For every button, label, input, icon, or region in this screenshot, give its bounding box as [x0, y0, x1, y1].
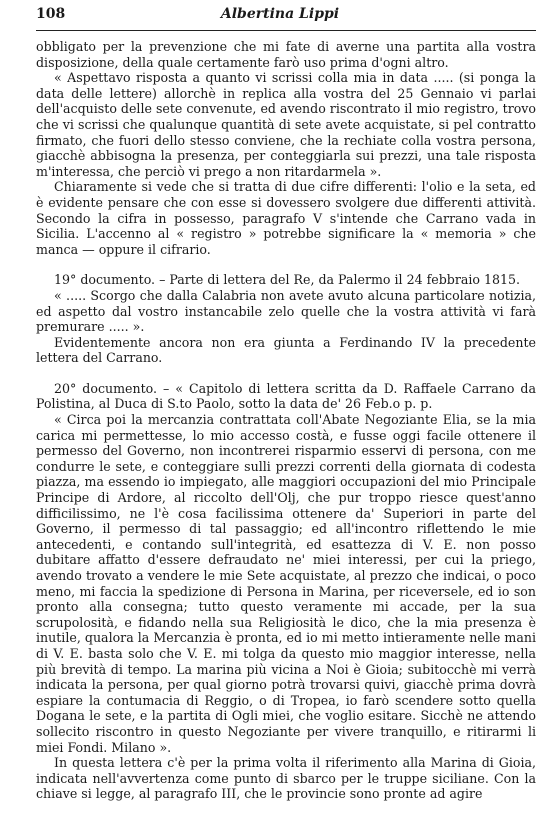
paragraph-document-19-quote: « ..... Scorgo che dalla Calabria non avete avuto alcuna particolare notizia, ed aspetto dal vostro instancabile zelo quelle che la vostra attività vi farà premurare ..... ». [36, 287, 536, 335]
page-header [36, 6, 536, 31]
paragraph-document-19-heading: 19° documento. – Parte di lettera del Re, da Palermo il 24 febbraio 1815. [54, 272, 521, 288]
paragraph-document-19-comment: Evidentemente ancora non era giunta a Ferdinando IV la precedente lettera del Carrano. [36, 334, 536, 366]
paragraph-document-20-quote: « Circa poi la mercanzia contrattata coll'Abate Negoziante Elia, se la mia carica mi permettesse, lo mio accesso costà, e fusse oggi facile ottenere il permesso del Governo, non incontrerei risparmio esservi di persona, con me condurre le sete, e conteggiare sulli prezzi correnti della giornata di codesta piazza, ma essendo io impiegato, alle maggiori occupazioni del mio Principale Principe di Ardore, al riccolto dell'Olj, che pur troppo riesce quest'anno difficilissimo, ne l'è cosa facilissima ottenere da' Superiori in parte del Governo, il permesso di tal passaggio; ed all'incontro riflettendo le mie antecedenti, e contando sull'integrità, ed esattezza di V. E. non posso dubitare affatto d'essere defraudato ne' miei interessi, per cui la priego, avendo trovato a vendere le mie Sete acquistate, al prezzo che indicai, o poco meno, mi faccia la spedizione di Persona in Marina, per riceversele, ed io son pronto alla consegna; tutto questo veramente mi accade, per la sua scrupolosità, e fidando nella sua Religiosità le dico, che la mia presenza è inutile, qualora la Mercanzia è pronta, ed io mi metto intieramente nelle mani di V. E. basta solo che V. E. mi tolga da questo mio maggior interesse, nella più brevità di tempo. La marina più vicina a Noi è Gioia; subitocchè mi verrà indicata la persona, per qual giorno potrà trovarsi quivi, giacchè prima dovrà espiare la contumacia di Reggio, o di Tropea, io farò scendere sotto quella Dogana le sete, e la partita di Ogli miei, che voglio esitare. Sicchè ne attendo sollecito riscontro in questo Negoziante per vivere tranquillo, e ritirarmi li miei Fondi. Milano ». [36, 412, 536, 755]
paragraph-quoted-letter: « Aspettavo risposta a quanto vi scrissi colla mia in data ..... (si ponga la data delle lettere) allorchè in replica alla vostra del 25 Gennaio vi parlai dell'acquisto delle sete convenute, ed avendo riscontrato il mio registro, trovo che vi scrissi che qualunque quantità di sete avete acquistate, si pel contratto firmato, che fuori dello stesso conviene, che la rechiate colla vostra persona, giacchè abbisogna la presenza, per conteggiarla sui prezzi, una tale risposta m'interessa, che perciò vi prego a non ritardarmela ». [36, 70, 536, 179]
body-text [36, 39, 536, 802]
paragraph-document-20-heading: 20° documento. – « Capitolo di lettera scritta da D. Raffaele Carrano da Polistina, al Duca di S.to Paolo, sotto la data de' 26 Feb.o p. p. [36, 380, 536, 412]
paragraph-continuation: obbligato per la prevenzione che mi fate di averne una partita alla vostra disposizione, della quale certamente farò uso prima d'ogni altro. [36, 39, 536, 70]
paragraph-closing-commentary: In questa lettera c'è per la prima volta il riferimento alla Marina di Gioia, indicata nell'avvertenza come punto di sbarco per le truppe siciliane. Con la chiave si legge, al paragrafo III, che le provincie sono pronte ad agire [36, 755, 536, 802]
page-number: 108 [36, 6, 66, 22]
paragraph-commentary: Chiaramente si vede che si tratta di due cifre differenti: l'olio e la seta, ed è evidente pensare che con esse si dovessero svolgere due differenti attività. Secondo la cifra in possesso, paragrafo V s'intende che Carrano vada in Sicilia. L'accenno al « registro » potrebbe significare la « memoria » che manca — oppure il cifrario. [36, 179, 536, 257]
running-title: Albertina Lippi [220, 6, 340, 22]
